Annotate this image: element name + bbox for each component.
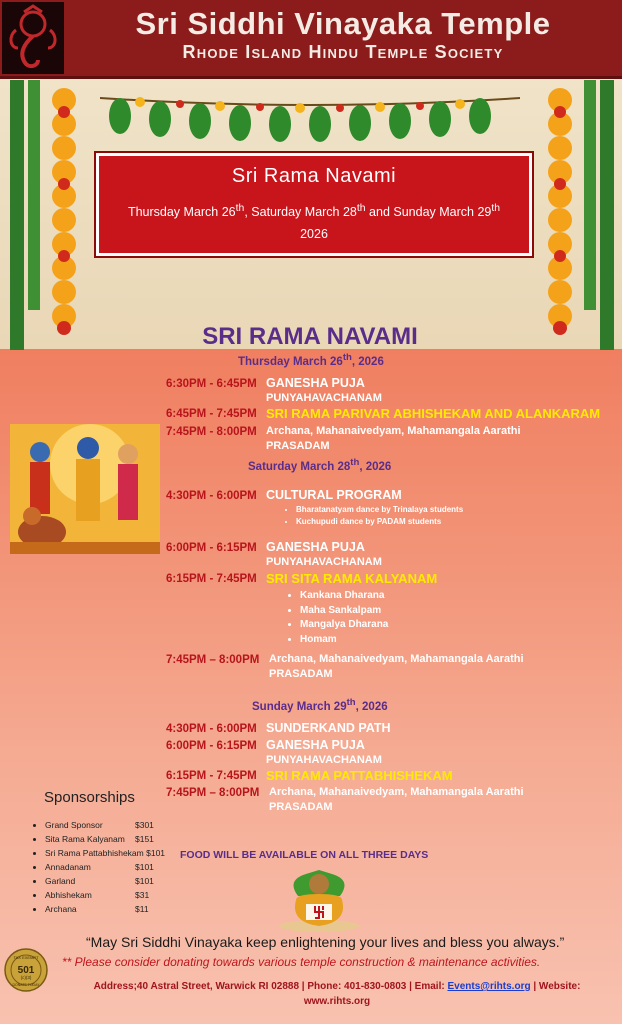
ordinal-suffix: th (346, 697, 356, 708)
time-slot: 6:15PM - 7:45PM (166, 770, 257, 782)
sponsorship-item (45, 888, 165, 902)
sponsor-amount: $11 (135, 904, 149, 914)
sponsor-amount: $101 (146, 848, 166, 858)
society-name: Rhode Island Hindu Temple Society (182, 42, 504, 62)
event-sub: PRASADAM (269, 801, 333, 813)
sponsor-amount: $101 (135, 876, 154, 886)
banner-year: 2026 (300, 227, 328, 241)
blessing-quote: “May Sri Siddhi Vinayaka keep enlightening your lives and bless you always.” (86, 934, 565, 950)
day-date: Saturday March 28 (248, 460, 351, 473)
day-year: , 2026 (359, 460, 392, 473)
event-name: GANESHA PUJA (266, 540, 365, 554)
time-slot: 7:45PM – 8:00PM (166, 787, 260, 799)
list-item: • Kuchupudi dance by PADAM students (296, 516, 463, 528)
time-slot: 6:00PM - 6:15PM (166, 740, 257, 752)
sponsor-amount: $301 (135, 820, 154, 830)
contact-info (62, 979, 612, 1009)
event-name-highlight: SRI RAMA PATTABHISHEKAM (266, 768, 453, 783)
list-item: • Kankana Dharana (300, 589, 388, 604)
kalash-image (276, 866, 362, 932)
sponsorship-item (45, 902, 165, 916)
email-link[interactable]: Events@rihts.org (447, 981, 531, 992)
ordinal-suffix: th (235, 203, 245, 214)
time-slot: 7:45PM – 8:00PM (166, 654, 260, 666)
event-banner (96, 153, 532, 256)
day-year: , 2026 (355, 700, 388, 713)
time-slot: 6:15PM - 7:45PM (166, 573, 257, 585)
day-date: Thursday March 26 (238, 355, 343, 368)
banner-date-sunday: and Sunday March 29 (365, 205, 492, 220)
ganesha-icon (4, 4, 62, 72)
banner-dates (99, 203, 529, 219)
time-slot: 4:30PM - 6:00PM (166, 490, 257, 502)
event-name-highlight: SRI RAMA PARIVAR ABHISHEKAM AND ALANKARAM (266, 406, 601, 421)
time-slot: 6:45PM - 7:45PM (166, 408, 257, 420)
schedule-title: SRI RAMA NAVAMI (202, 323, 418, 350)
sponsor-tier: Abhishekam (45, 890, 92, 900)
event-sub: PUNYAHAVACHANAM (266, 556, 382, 568)
event-sub: PRASADAM (266, 440, 330, 452)
saturday-heading (248, 457, 391, 473)
day-date: Sunday March 29 (252, 700, 347, 713)
seal-code: (c)(3) (20, 975, 32, 980)
event-name: Archana, Mahanaivedyam, Mahamangala Aarathi (266, 425, 521, 437)
kalyanam-rituals-list (286, 589, 388, 647)
event-sub: PRASADAM (269, 668, 333, 680)
sponsorship-item (45, 818, 165, 832)
sponsor-tier: Grand Sponsor (45, 820, 103, 830)
sponsorships-title: Sponsorships (44, 789, 135, 806)
sponsor-tier: Archana (45, 904, 77, 914)
day-year: , 2026 (351, 355, 384, 368)
event-name-highlight: SRI SITA RAMA KALYANAM (266, 571, 438, 586)
sponsor-tier: Sita Rama Kalyanam (45, 834, 125, 844)
list-item: • Mangalya Dharana (300, 618, 388, 633)
cultural-program-list (282, 504, 463, 528)
event-name: Archana, Mahanaivedyam, Mahamangala Aarathi (269, 653, 524, 665)
event-name: Archana, Mahanaivedyam, Mahamangala Aarathi (269, 786, 524, 798)
ordinal-suffix: th (491, 203, 501, 214)
time-slot: 7:45PM - 8:00PM (166, 426, 257, 438)
banner-title: Sri Rama Navami (231, 165, 397, 187)
ordinal-suffix: th (356, 203, 366, 214)
ordinal-suffix: th (350, 457, 360, 468)
rama-parivar-image (10, 424, 160, 554)
left-garland-image (6, 80, 88, 350)
sponsorship-item (45, 832, 165, 846)
donation-note: ** Please consider donating towards various temple construction & maintenance activities. (62, 955, 541, 969)
sunday-heading (252, 697, 388, 713)
food-note: FOOD WILL BE AVAILABLE ON ALL THREE DAYS (180, 849, 429, 861)
event-name: SUNDERKAND PATH (266, 721, 391, 735)
time-slot: 6:00PM - 6:15PM (166, 542, 257, 554)
address-text: Address;40 Astral Street, Warwick RI 02888 | Phone: 401-830-0803 | Email: (93, 981, 448, 992)
event-name: GANESHA PUJA (266, 738, 365, 752)
sponsor-tier: Sri Rama Pattabhishekam (45, 848, 144, 858)
tax-exempt-seal (4, 948, 48, 992)
sponsor-tier: Garland (45, 876, 76, 886)
time-slot: 4:30PM - 6:00PM (166, 723, 257, 735)
list-item: • Maha Sankalpam (300, 604, 388, 619)
time-slot: 6:30PM - 6:45PM (166, 378, 257, 390)
event-sub: PUNYAHAVACHANAM (266, 392, 382, 404)
sponsorship-item (45, 860, 165, 874)
right-garland-image (536, 80, 620, 350)
sponsorship-item (45, 874, 165, 888)
temple-name: Sri Siddhi Vinayaka Temple (135, 6, 551, 41)
sponsorship-item (45, 846, 165, 860)
sponsor-amount: $151 (135, 834, 154, 844)
ganesha-logo (2, 2, 64, 74)
ordinal-suffix: th (342, 352, 352, 363)
sponsorship-list (31, 818, 165, 916)
banner-date-saturday: , Saturday March 28 (244, 205, 357, 220)
mango-leaf-toran-image (100, 92, 520, 142)
list-item: • Bharatanatyam dance by Trinalaya students (296, 504, 463, 516)
website-link[interactable]: www.rihts.org (303, 996, 371, 1007)
event-name: CULTURAL PROGRAM (266, 488, 402, 502)
sponsor-amount: $101 (135, 862, 154, 872)
website-label: | Website: (530, 981, 581, 992)
sponsor-amount: $31 (135, 890, 150, 900)
thursday-heading (238, 352, 384, 368)
event-sub: PUNYAHAVACHANAM (266, 754, 382, 766)
banner-date-thursday: Thursday March 26 (127, 205, 236, 220)
event-name: GANESHA PUJA (266, 376, 365, 390)
seal-bottom-text: DONATE TODAY (12, 983, 40, 987)
seal-number: 501 (17, 965, 35, 976)
seal-top-text: TAX EXEMPT (13, 955, 39, 960)
list-item: • Homam (300, 633, 388, 648)
sponsor-tier: Annadanam (45, 862, 91, 872)
header (0, 0, 622, 79)
